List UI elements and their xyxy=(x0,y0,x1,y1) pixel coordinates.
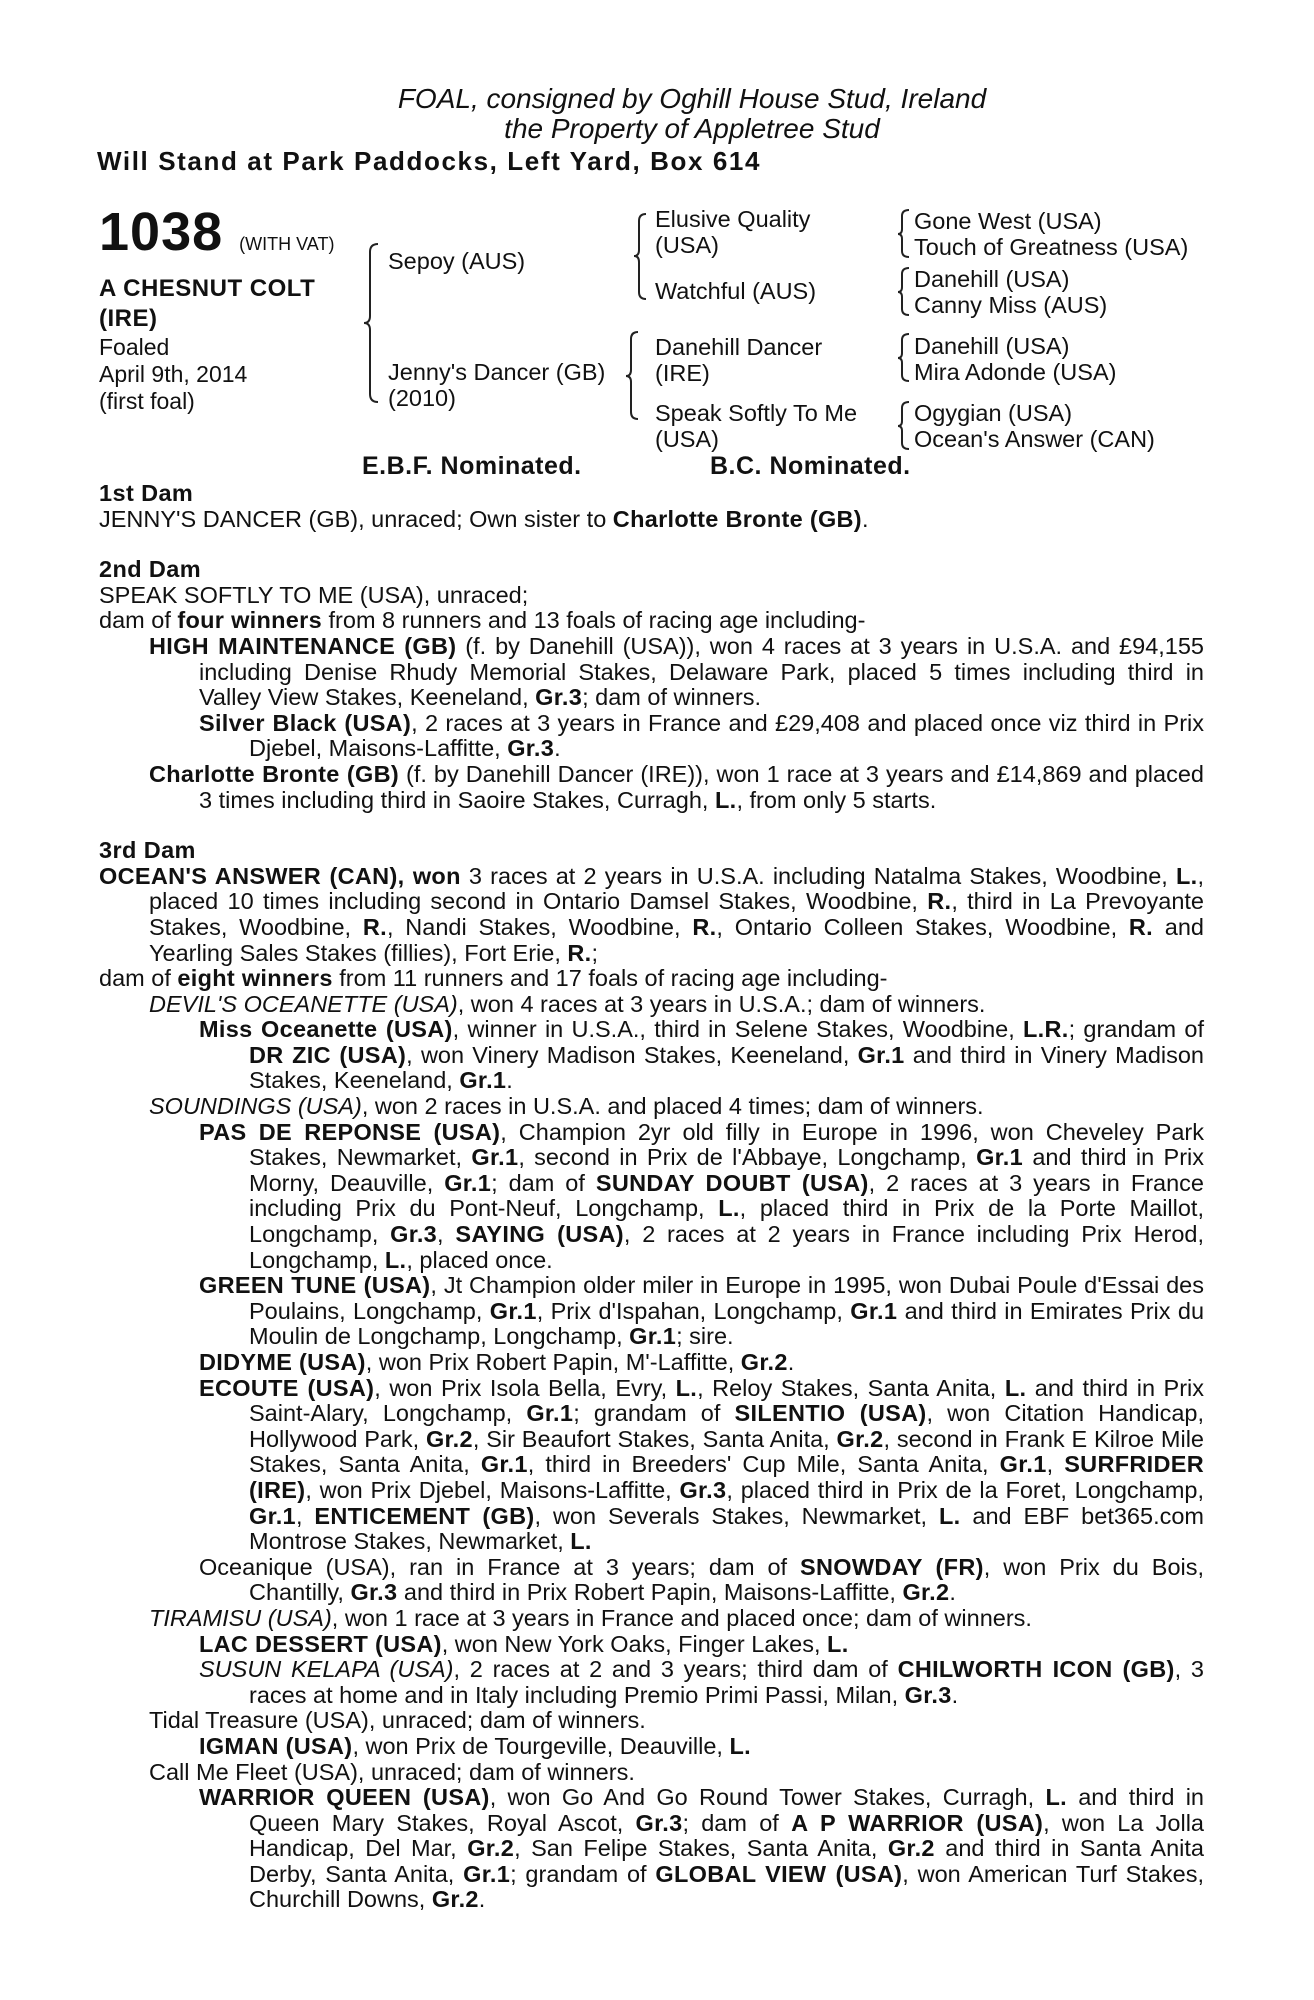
consignment-header xyxy=(0,84,1314,177)
lot-title: A CHESNUT COLT (IRE) xyxy=(99,275,316,332)
entry-charlotte-bronte: Charlotte Bronte (GB) (f. by Danehill Dancer (IRE)), won 1 race at 3 years and £14,869 and placed 3 times including third in Saoire Stakes, Curragh, L., from only 5 starts. xyxy=(149,760,1204,813)
entry-call-me-fleet: Call Me Fleet (USA), unraced; dam of winners. xyxy=(149,1758,635,1785)
entry-susun-kelapa: SUSUN KELAPA (USA), 2 races at 2 and 3 years; third dam of CHILWORTH ICON (GB), 3 races at home and in Italy including Premio Primi Passi, Milan, Gr.3. xyxy=(199,1656,1204,1708)
brace-dam-line xyxy=(624,330,642,422)
entry-high-maintenance: HIGH MAINTENANCE (GB) (f. by Danehill (USA)), won 4 races at 3 years in U.S.A. and £94,155 including Denise Rhudy Memorial Stakes, Delaware Park, placed 5 times including third in Valley View Stakes, Keeneland, Gr.3; dam of winners. xyxy=(149,632,1204,711)
stand-location: Will Stand at Park Paddocks, Left Yard, Box 614 xyxy=(97,146,762,176)
entry-ecoute: ECOUTE (USA), won Prix Isola Bella, Evry, L., Reloy Stakes, Santa Anita, L. and third in Prix Saint-Alary, Longchamp, Gr.1; grandam of SILENTIO (USA), won Citation Handicap, Hollywood Park, Gr.2, Sir Beaufort Stakes, Santa Anita, Gr.2, second in Frank E Kilroe Mile Stakes, Santa Anita, Gr.1, third in Breeders' Cup Mile, Santa Anita, Gr.1, SURFRIDER (IRE), won Prix Djebel, Maisons-Laffitte, Gr.3, placed third in Prix de la Foret, Longchamp, Gr.1, ENTICEMENT (GB), won Severals Stakes, Newmarket, L. and EBF bet365.com Montrose Stakes, Newmarket, L. xyxy=(199,1374,1204,1555)
third-dam-heading: 3rd Dam xyxy=(99,837,196,864)
entry-silver-black: Silver Black (USA), 2 races at 3 years in France and £29,408 and placed once viz third in Prix Djebel, Maisons-Laffitte, Gr.3. xyxy=(199,709,1204,762)
gg-3: Danehill (USA) xyxy=(914,266,1070,292)
entry-miss-oceanette: Miss Oceanette (USA), winner in U.S.A., third in Selene Stakes, Woodbine, L.R.; grandam of DR ZIC (USA), won Vinery Madison Stakes, Keeneland, Gr.1 and third in Vinery Madison Stakes, Keeneland, Gr.1. xyxy=(199,1016,1204,1094)
brace-sire-line xyxy=(632,212,650,302)
foaled-label: Foaled xyxy=(99,334,170,360)
sire-sire: Elusive Quality (USA) xyxy=(655,206,811,258)
consignor-line: FOAL, consigned by Oghill House Stud, Ireland xyxy=(397,83,987,114)
entry-soundings: SOUNDINGS (USA), won 2 races in U.S.A. and placed 4 times; dam of winners. xyxy=(149,1093,984,1120)
sire-dam: Watchful (AUS) xyxy=(655,278,817,304)
dam-dam: Speak Softly To Me (USA) xyxy=(655,400,858,452)
brace-3d xyxy=(896,400,912,452)
vat-note: (WITH VAT) xyxy=(239,234,335,254)
entry-lac-dessert: LAC DESSERT (USA), won New York Oaks, Finger Lakes, L. xyxy=(199,1630,849,1657)
entry-didyme: DIDYME (USA), won Prix Robert Papin, M'-Laffitte, Gr.2. xyxy=(199,1349,795,1375)
entry-tiramisu: TIRAMISU (USA), won 1 race at 3 years in France and placed once; dam of winners. xyxy=(149,1604,1032,1631)
third-dam-produce: dam of eight winners from 11 runners and 17 foals of racing age including- xyxy=(99,965,888,992)
ebf-nominated: E.B.F. Nominated. xyxy=(362,452,582,480)
gg-5: Danehill (USA) xyxy=(914,333,1070,359)
entry-pas-de-reponse: PAS DE REPONSE (USA), Champion 2yr old filly in Europe in 1996, won Cheveley Park Stakes, Newmarket, Gr.1, second in Prix de l'Abbaye, Longchamp, Gr.1 and third in Prix Morny, Deauville, Gr.1; dam of SUNDAY DOUBT (USA), 2 races at 3 years in France including Prix du Pont-Neuf, Longchamp, L., placed third in Prix de la Porte Maillot, Longchamp, Gr.3, SAYING (USA), 2 races at 2 years in France including Prix Herod, Longchamp, L., placed once. xyxy=(199,1118,1205,1273)
gg-1: Gone West (USA) xyxy=(914,208,1102,234)
gg-2: Touch of Greatness (USA) xyxy=(914,234,1189,260)
second-dam-name: SPEAK SOFTLY TO ME (USA), unraced; xyxy=(99,581,529,608)
catalogue-body xyxy=(99,481,1204,1913)
foal-note: (first foal) xyxy=(99,388,195,414)
sire: Sepoy (AUS) xyxy=(388,248,526,274)
brace-3b xyxy=(896,266,912,318)
entry-devils-oceanette: DEVIL'S OCEANETTE (USA), won 4 races at 3 years in U.S.A.; dam of winners. xyxy=(149,990,986,1017)
property-line: the Property of Appletree Stud xyxy=(504,113,880,144)
lot-info xyxy=(99,202,369,415)
foaled-date: April 9th, 2014 xyxy=(99,361,248,387)
gg-6: Mira Adonde (USA) xyxy=(914,359,1117,385)
entry-oceans-answer: OCEAN'S ANSWER (CAN), won 3 races at 2 years in U.S.A. including Natalma Stakes, Woodbine, L., placed 10 times including second in Ontario Damsel Stakes, Woodbine, R., third in La Prevoyante Stakes, Woodbine, R., Nandi Stakes, Woodbine, R., Ontario Colleen Stakes, Woodbine, R. and Yearling Sales Stakes (fillies), Fort Erie, R.; xyxy=(99,862,1205,966)
lot-number: 1038 (WITH VAT) xyxy=(99,202,335,262)
entry-oceanique: Oceanique (USA), ran in France at 3 years; dam of SNOWDAY (FR), won Prix du Bois, Chantilly, Gr.3 and third in Prix Robert Papin, Maisons-Laffitte, Gr.2. xyxy=(199,1553,1205,1606)
gg-7: Ogygian (USA) xyxy=(914,400,1073,426)
bc-nominated: B.C. Nominated. xyxy=(710,452,911,480)
brace-3c xyxy=(896,332,912,384)
gg-8: Ocean's Answer (CAN) xyxy=(914,426,1155,452)
brace-3a xyxy=(896,208,912,260)
dam-sire: Danehill Dancer (IRE) xyxy=(655,334,823,386)
entry-tidal-treasure: Tidal Treasure (USA), unraced; dam of winners. xyxy=(149,1707,646,1734)
brace-gen1 xyxy=(362,242,382,404)
first-dam-text: JENNY'S DANCER (GB), unraced; Own sister to Charlotte Bronte (GB). xyxy=(99,505,869,532)
dam: Jenny's Dancer (GB) (2010) xyxy=(388,359,606,411)
second-dam-heading: 2nd Dam xyxy=(99,556,202,583)
gg-4: Canny Miss (AUS) xyxy=(914,292,1108,318)
entry-green-tune: GREEN TUNE (USA), Jt Champion older miler in Europe in 1995, won Dubai Poule d'Essai des Poulains, Longchamp, Gr.1, Prix d'Ispahan, Longchamp, Gr.1 and third in Emirates Prix du Moulin de Longchamp, Longchamp, Gr.1; sire. xyxy=(199,1272,1205,1350)
first-dam-heading: 1st Dam xyxy=(99,480,194,506)
entry-igman: IGMAN (USA), won Prix de Tourgeville, Deauville, L. xyxy=(199,1732,751,1759)
entry-warrior-queen: WARRIOR QUEEN (USA), won Go And Go Round Tower Stakes, Curragh, L. and third in Queen Mary Stakes, Royal Ascot, Gr.3; dam of A P WARRIOR (USA), won La Jolla Handicap, Del Mar, Gr.2, San Felipe Stakes, Santa Anita, Gr.2 and third in Santa Anita Derby, Santa Anita, Gr.1; grandam of GLOBAL VIEW (USA), won American Turf Stakes, Churchill Downs, Gr.2. xyxy=(199,1784,1204,1913)
second-dam-produce: dam of four winners from 8 runners and 13 foals of racing age including- xyxy=(99,607,866,634)
